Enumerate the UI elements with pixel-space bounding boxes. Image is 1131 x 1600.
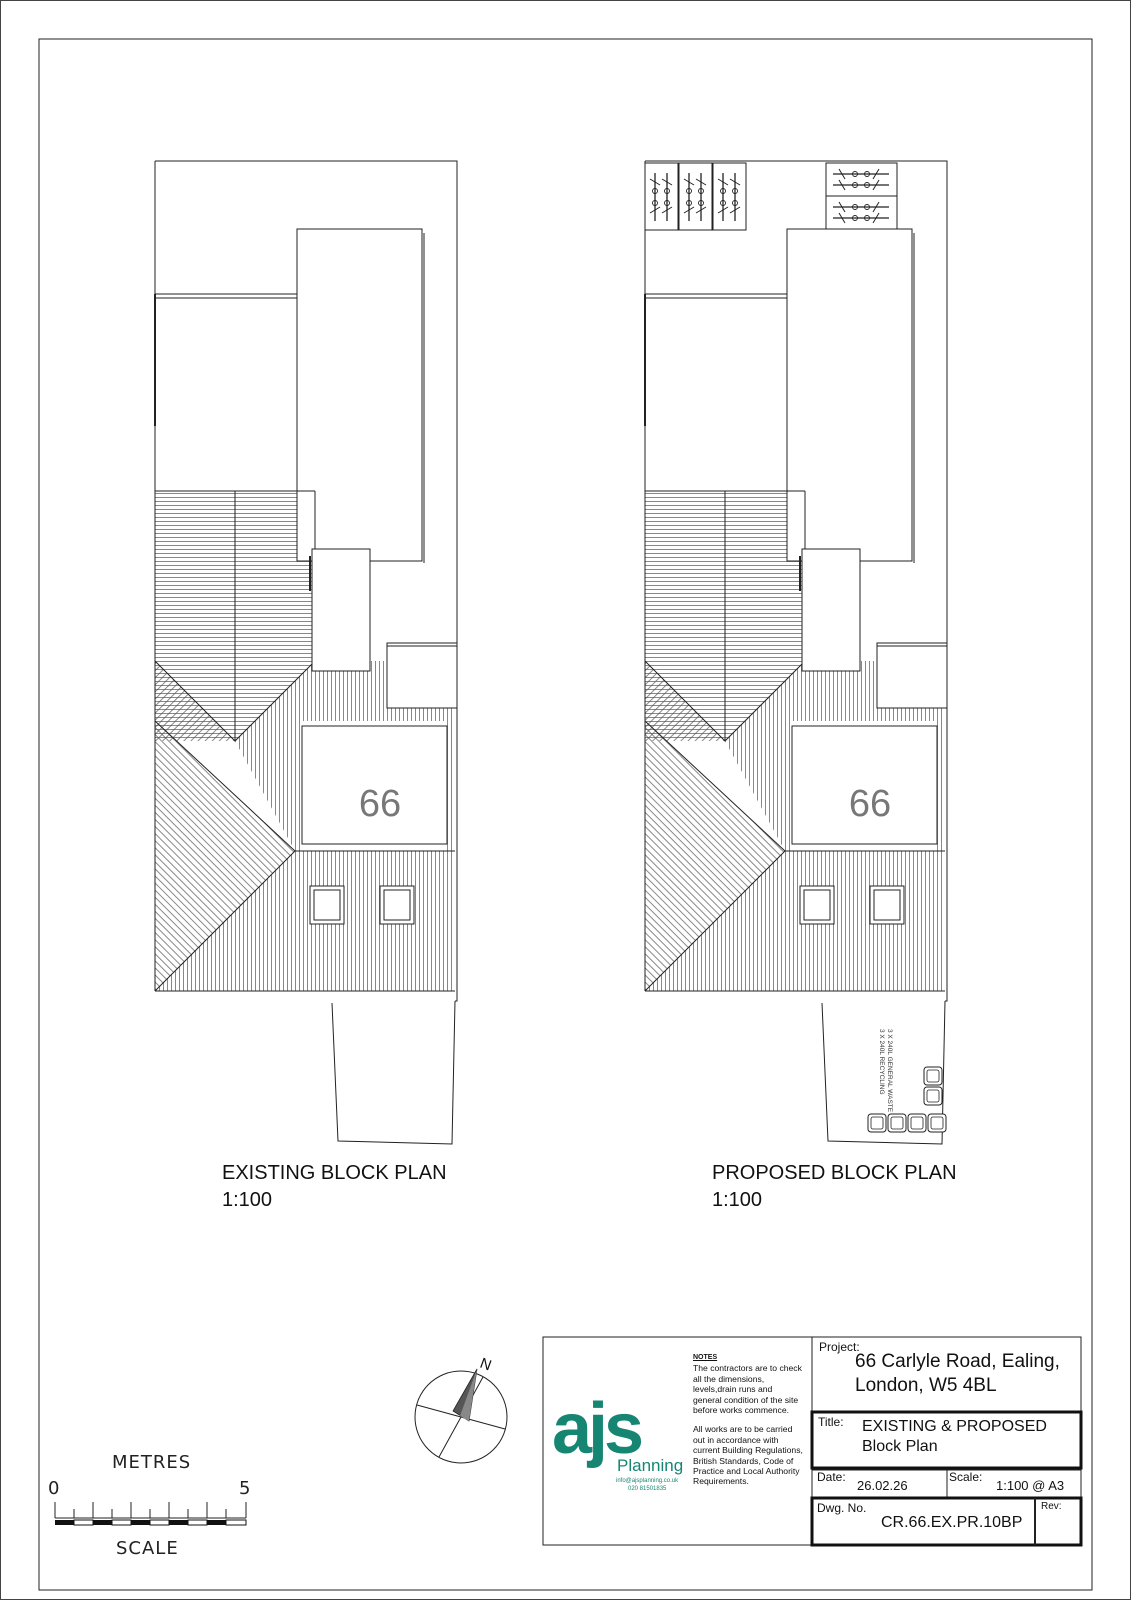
scale-bar-caption: SCALE bbox=[116, 1538, 179, 1559]
scale-value: 1:100 @ A3 bbox=[996, 1478, 1065, 1493]
title-label: Title: bbox=[818, 1415, 844, 1429]
project-line-2: London, W5 4BL bbox=[855, 1375, 997, 1396]
bin-label-recycling: 3 X 240L RECYCLING bbox=[878, 1029, 885, 1095]
notes-para-1: The contractors are to check all the dimensions, levels,drain runs and general condition of the site before works commence. bbox=[693, 1363, 802, 1416]
scale-bar-title: METRES bbox=[112, 1452, 192, 1473]
dwg-number: CR.66.EX.PR.10BP bbox=[881, 1514, 1023, 1531]
existing-block-plan bbox=[155, 161, 457, 1144]
date-value: 26.02.26 bbox=[857, 1478, 908, 1493]
bin-label-general-waste: 3 X 240L GENERAL WASTE bbox=[886, 1029, 893, 1113]
cycle-store-rear-left bbox=[645, 163, 746, 230]
scale-bar-end: 5 bbox=[239, 1478, 252, 1499]
proposed-plan-scale: 1:100 bbox=[712, 1189, 763, 1211]
notes-para-2: All works are to be carried out in accordance with current Building Regulations, British Standards, Code of Practice and Local Authority Requirements. bbox=[693, 1424, 803, 1487]
scale-bar-start: 0 bbox=[48, 1478, 61, 1499]
dwg-label: Dwg. No. bbox=[817, 1501, 867, 1515]
proposed-house-number: 66 bbox=[848, 783, 892, 825]
title-line-1: EXISTING & PROPOSED bbox=[862, 1418, 1047, 1435]
north-label: N bbox=[477, 1354, 494, 1375]
logo-name: Planning bbox=[617, 1456, 684, 1475]
title-line-2: Block Plan bbox=[862, 1438, 938, 1455]
project-label: Project: bbox=[819, 1340, 860, 1354]
proposed-plan-title: PROPOSED BLOCK PLAN bbox=[712, 1162, 957, 1184]
notes-heading: NOTES bbox=[693, 1354, 718, 1361]
cycle-store-rear-right bbox=[826, 163, 897, 229]
notes-block bbox=[693, 1353, 803, 1496]
proposed-block-plan bbox=[645, 161, 947, 1144]
logo-email: info@ajsplanning.co.uk bbox=[616, 1478, 679, 1484]
logo-phone: 020 81501835 bbox=[628, 1486, 667, 1492]
north-arrow-icon bbox=[415, 1355, 507, 1463]
rev-label: Rev: bbox=[1041, 1501, 1062, 1512]
svg-text:ajs: ajs bbox=[552, 1389, 641, 1469]
scale-label: Scale: bbox=[949, 1470, 983, 1484]
existing-plan-title: EXISTING BLOCK PLAN bbox=[222, 1162, 447, 1184]
existing-plan-scale: 1:100 bbox=[222, 1189, 273, 1211]
scale-bar bbox=[55, 1502, 246, 1525]
existing-house-number: 66 bbox=[358, 783, 402, 825]
date-label: Date: bbox=[817, 1470, 846, 1484]
project-line-1: 66 Carlyle Road, Ealing, bbox=[855, 1351, 1060, 1372]
